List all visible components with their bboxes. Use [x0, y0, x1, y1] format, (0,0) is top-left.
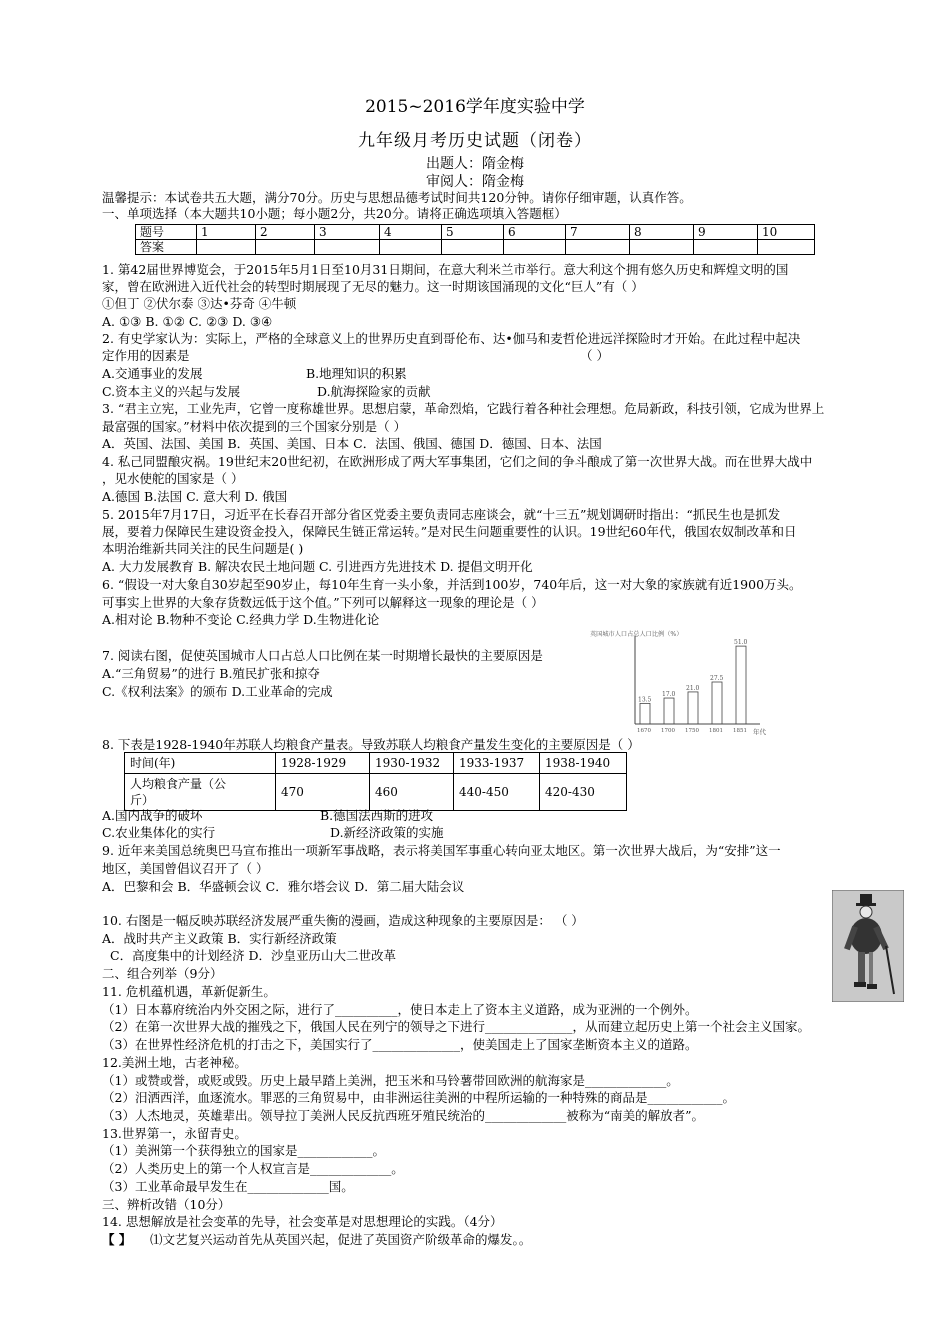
answer-cell[interactable]	[256, 240, 315, 255]
chart-tick-label: 1801	[709, 728, 723, 734]
q5-text: 展，要着力保障民生建设资金投入，保障民生链正常运转。”是对民生问题重要性的认识。19世纪60年代，俄国农奴制改革和日	[102, 524, 797, 539]
grain-table-header: 1928-1929	[276, 753, 370, 774]
grain-table-value: 460	[370, 774, 454, 811]
q7-text: 7. 阅读右图，促使英国城市人口占总人口比例在某一时期增长最快的主要原因是	[102, 648, 543, 663]
q10-choices: C．高度集中的计划经济 D．沙皇亚历山大二世改革	[110, 948, 397, 963]
q3-text: 3. “君主立宪，工业先声，它曾一度称雄世界。思想启蒙，革命烈焰，它践行着各种社会理想。危局新政，科技引领，它成为世界上	[102, 401, 825, 416]
q2-text: 2. 有史学家认为：实际上，严格的全球意义上的世界历史直到哥伦布、达•伽马和麦哲伦进远洋探险时才开始。在此过程中起决	[102, 331, 801, 346]
exam-title-year: 2015~2016学年度实验中学	[365, 97, 585, 117]
answer-grid-number: 2	[256, 225, 315, 240]
chart-data-label: 21.0	[686, 684, 700, 692]
setter-line: 出题人：隋金梅	[426, 156, 524, 172]
answer-grid-number: 6	[504, 225, 566, 240]
q3-text: 最富强的国家。”材料中依次提到的三个国家分别是（ ）	[102, 419, 407, 434]
exam-title: 九年级月考历史试题（闭卷）	[358, 131, 592, 151]
chart-data-label: 17.0	[662, 691, 676, 699]
answer-cell[interactable]	[694, 240, 758, 255]
q12-item: （1）或赞或誉，或贬或毁。历史上最早踏上美洲，把玉米和马铃薯带回欧洲的航海家是_____________。	[102, 1073, 679, 1088]
q4-text: ，见水使舵的国家是（ ）	[102, 471, 244, 486]
q12-text: 12.美洲土地，古老神秘。	[102, 1055, 247, 1070]
answer-grid-number: 5	[442, 225, 504, 240]
grain-table-row-label	[125, 774, 276, 811]
chart-ylabel: 英国城市人口占总人口比例（%）	[590, 631, 683, 638]
q2-text: 定作用的因素是	[102, 348, 190, 363]
chart-tick-label: 1670	[637, 728, 651, 734]
answer-cell[interactable]	[566, 240, 630, 255]
q1-options: ①但丁 ②伏尔泰 ③达•芬奇 ④牛顿	[102, 296, 297, 311]
q14-item: ⑴文艺复兴运动首先从英国兴起，促进了英国资产阶级革命的爆发。。	[150, 1232, 532, 1247]
q8-choice-d: D.新经济政策的实施	[330, 825, 444, 840]
answer-cell[interactable]	[758, 240, 815, 255]
answer-cell[interactable]	[442, 240, 504, 255]
section2-heading: 二、组合列举（9分）	[102, 966, 223, 981]
answer-cell[interactable]	[380, 240, 442, 255]
q5-choices: A. 大力发展教育 B. 解决农民土地问题 C. 引进西方先进技术 D. 提倡文明开化	[102, 559, 533, 574]
answer-grid-label: 答案	[136, 240, 197, 255]
q8-text: 8. 下表是1928-1940年苏联人均粮食产量表。导致苏联人均粮食产量发生变化的主要原因是（ ）	[102, 737, 640, 752]
grain-row-label-line: 人均粮食产量（公	[130, 777, 227, 791]
grain-table-header: 1938-1940	[540, 753, 627, 774]
answer-cell[interactable]	[197, 240, 256, 255]
q13-item: （3）工业革命最早发生在_____________国。	[102, 1179, 354, 1194]
grain-table-header-row	[125, 753, 627, 774]
answer-grid-number: 9	[694, 225, 758, 240]
q6-text: 可事实上世界的大象存货数远低于这个值。”下列可以解释这一现象的理论是（ ）	[102, 595, 544, 610]
exam-notice: 温馨提示：本试卷共五大题，满分70分。历史与思想品德考试时间共120分钟。请你仔细审题，认真作答。	[102, 190, 692, 205]
reviewer-line: 审阅人：隋金梅	[426, 174, 524, 190]
answer-grid-number: 1	[197, 225, 256, 240]
q9-text: 地区，美国曾倡议召开了（ ）	[102, 861, 269, 876]
grain-table-value: 440-450	[454, 774, 540, 811]
q5-text: 5. 2015年7月17日，习近平在长春召开部分省区党委主要负责同志座谈会，就“十三五”规划调研时指出：“抓民生也是抓发	[102, 507, 781, 522]
q1-choices: A. ①③ B. ①② C. ②③ D. ③④	[102, 314, 273, 329]
q14-text: 14. 思想解放是社会变革的先导，社会变革是对思想理论的实践。（4分）	[102, 1214, 503, 1229]
q13-text: 13.世界第一，永留青史。	[102, 1126, 247, 1141]
q14-answer-bracket[interactable]: 【 】	[102, 1232, 132, 1247]
q12-item: （3）人杰地灵，英雄辈出。领导拉丁美洲人民反抗西班牙殖民统治的_____________被称为“南美的解放者”。	[102, 1108, 704, 1123]
chart-data-label: 27.5	[710, 675, 724, 682]
urban-population-chart	[590, 622, 780, 742]
chart-tick-label: 1750	[685, 728, 699, 734]
answer-cell[interactable]	[504, 240, 566, 255]
q8-choice-c: C.农业集体化的实行	[102, 825, 216, 840]
chart-xlabel: 年代	[753, 728, 766, 736]
chart-tick-label: 1851	[733, 728, 747, 734]
answer-grid	[135, 224, 815, 255]
q11-text: 11. 危机蕴机遇，革新促新生。	[102, 984, 276, 999]
q2-choice-b: B.地理知识的积累	[306, 366, 407, 381]
q7-choices: A.“三角贸易”的进行 B.殖民扩张和掠夺	[102, 666, 320, 681]
chart-bar	[664, 698, 674, 724]
chart-data-label: 51.0	[734, 639, 748, 647]
chart-bar	[688, 692, 698, 724]
q13-item: （1）美洲第一个获得独立的国家是____________。	[102, 1143, 385, 1158]
section3-heading: 三、辨析改错（10分）	[102, 1197, 231, 1212]
grain-table-value-row	[125, 774, 627, 811]
chart-bar	[712, 682, 722, 724]
answer-cell[interactable]	[315, 240, 380, 255]
q12-item: （2）汨洒西洋，血逐流水。罪恶的三角贸易中，由非洲运往美洲的中程所运输的一种特殊的商品是____________。	[102, 1090, 735, 1105]
answer-cell[interactable]	[630, 240, 694, 255]
q1-text: 1. 第42届世界博览会，于2015年5月1日至10月31日期间，在意大利米兰市举行。意大利这个拥有悠久历史和辉煌文明的国	[102, 262, 789, 277]
chart-tick-label: 1700	[661, 728, 675, 734]
q2-choice-d: D.航海探险家的贡献	[317, 384, 431, 399]
section1-heading: 一、单项选择（本大题共10小题；每小题2分，共20分。请将正确选项填入答题框）	[102, 206, 567, 221]
q10-text: 10. 右图是一幅反映苏联经济发展严重失衡的漫画，造成这种现象的主要原因是： （ ）	[102, 913, 584, 928]
grain-table-header: 1930-1932	[370, 753, 454, 774]
answer-grid-number: 10	[758, 225, 815, 240]
grain-output-table	[124, 752, 627, 811]
answer-grid-number: 3	[315, 225, 380, 240]
q4-choices: A.德国 B.法国 C. 意大利 D. 俄国	[102, 489, 288, 504]
q3-choices: A．英国、法国、美国 B．英国、美国、日本 C．法国、俄国、德国 D．德国、日本、法国	[102, 436, 602, 451]
q8-choice-b: B.德国法西斯的进攻	[320, 808, 434, 823]
grain-table-header: 1933-1937	[454, 753, 540, 774]
answer-grid-label: 题号	[136, 225, 197, 240]
q2-answer-paren: （ ）	[580, 348, 609, 363]
answer-grid-number-row	[136, 225, 815, 240]
q6-choices: A.相对论 B.物种不变论 C.经典力学 D.生物进化论	[102, 612, 380, 627]
answer-grid-number: 4	[380, 225, 442, 240]
q2-choice-c: C.资本主义的兴起与发展	[102, 384, 241, 399]
grain-table-value: 470	[276, 774, 370, 811]
q1-text: 家，曾在欧洲进入近代社会的转型时期展现了无尽的魅力。这一时期该国涌现的文化“巨人”有（ ）	[102, 279, 644, 294]
q5-text: 本明治维新共同关注的民生问题是( )	[102, 541, 304, 556]
chart-bar	[736, 646, 746, 724]
q10-choices: A．战时共产主义政策 B．实行新经济政策	[102, 931, 337, 946]
q6-text: 6. “假设一对大象自30岁起至90岁止，每10年生育一头小象，并活到100岁，740年后，这一对大象的家族就有近1900万头。	[102, 577, 802, 592]
q9-text: 9. 近年来美国总统奥巴马宣布推出一项新军事战略，表示将美国军事重心转向亚太地区。第一次世界大战后，为“安排”这一	[102, 843, 781, 858]
q11-item: （2）在第一次世界大战的摧残之下，俄国人民在列宁的领导之下进行______________，从而建立起历史上第一个社会主义国家。	[102, 1019, 810, 1034]
answer-grid-number: 8	[630, 225, 694, 240]
q7-choices: C.《权利法案》的颁布 D.工业革命的完成	[102, 684, 333, 699]
grain-row-label-line: 斤）	[130, 793, 155, 807]
q8-choice-a: A.国内战争的破坏	[102, 808, 203, 823]
answer-grid-answer-row	[136, 240, 815, 255]
q13-item: （2）人类历史上的第一个人权宣言是_____________。	[102, 1161, 404, 1176]
chart-data-label: 13.5	[638, 696, 652, 704]
soviet-economy-cartoon	[832, 890, 904, 1002]
q2-choice-a: A.交通事业的发展	[102, 366, 203, 381]
chart-bar	[640, 703, 650, 724]
grain-table-header: 时间(年)	[125, 753, 276, 774]
answer-grid-number: 7	[566, 225, 630, 240]
grain-table-value: 420-430	[540, 774, 627, 811]
q4-text: 4. 私己同盟酿灾祸。19世纪末20世纪初，在欧洲形成了两大军事集团，它们之间的争斗酿成了第一次世界大战。而在世界大战中	[102, 454, 813, 469]
q9-choices: A．巴黎和会 B．华盛顿会议 C．雅尔塔会议 D．第二届大陆会议	[102, 879, 465, 894]
q11-item: （1）日本幕府统治内外交困之际，进行了__________，使日本走上了资本主义道路，成为亚洲的一个例外。	[102, 1002, 698, 1017]
q11-item: （3）在世界性经济危机的打击之下，美国实行了______________，使美国走上了国家垄断资本主义的道路。	[102, 1037, 698, 1052]
